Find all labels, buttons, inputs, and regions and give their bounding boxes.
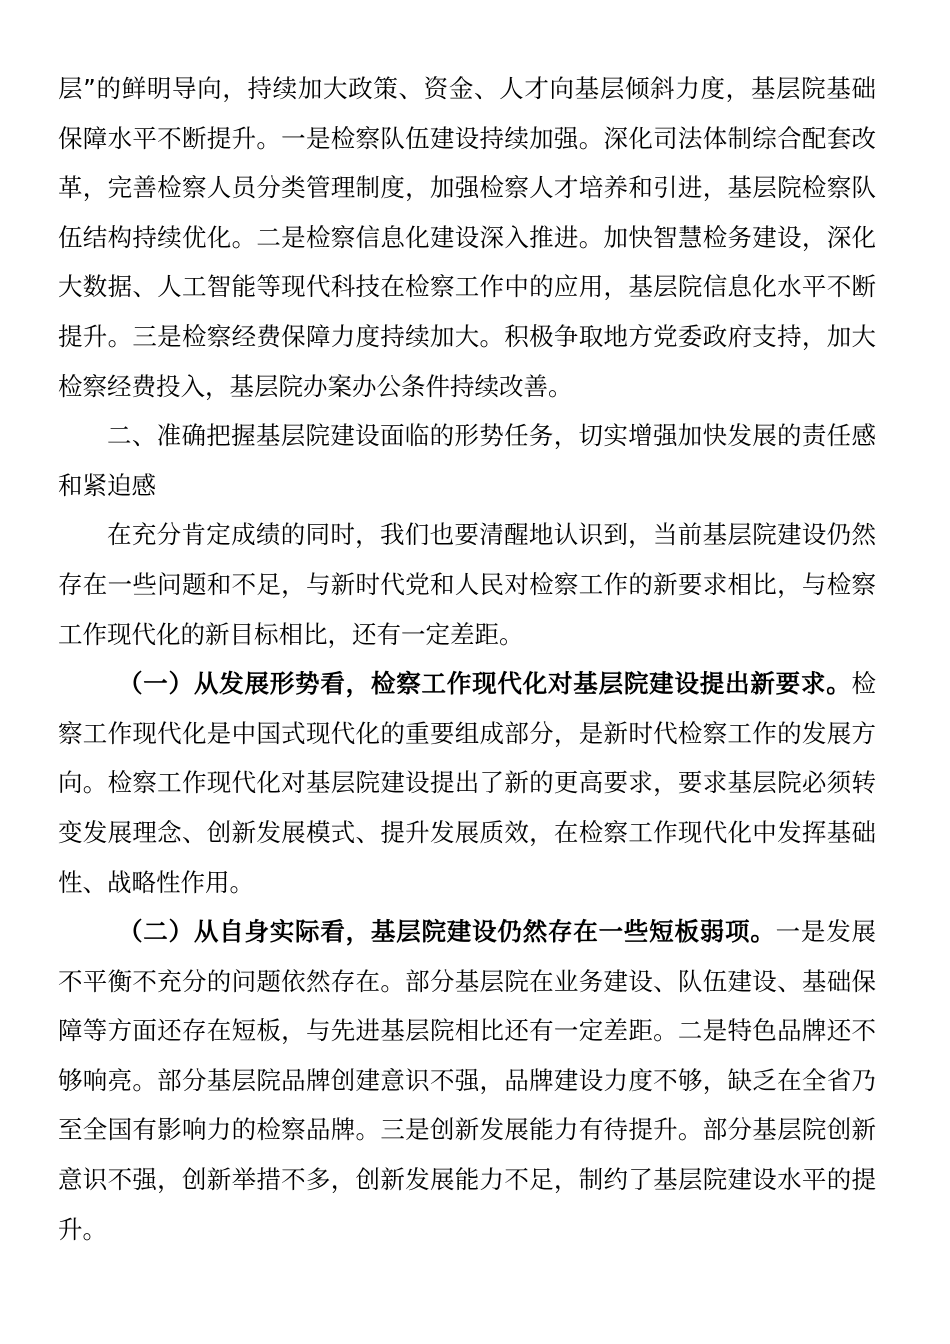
subsection-heading-1: （一）从发展形势看，检察工作现代化对基层院建设提出新要求。: [118, 669, 852, 699]
document-page: [58, 64, 876, 1254]
paragraph-5-body: 一是发展不平衡不充分的问题依然存在。部分基层院在业务建设、队伍建设、基础保障等方面还存在短板，与先进基层院相比还有一定差距。二是特色品牌还不够响亮。部分基层院品牌创建意识不强，品牌建设力度不够，缺乏在全省乃至全国有影响力的检察品牌。三是创新发展能力有待提升。部分基层院创新意识不强，创新举措不多，创新发展能力不足，制约了基层院建设水平的提升。: [58, 917, 877, 1244]
paragraph-3: 在充分肯定成绩的同时，我们也要清醒地认识到，当前基层院建设仍然存在一些问题和不足，与新时代党和人民对检察工作的新要求相比，与检察工作现代化的新目标相比，还有一定差距。: [58, 520, 876, 649]
section-heading-2: 二、准确把握基层院建设面临的形势任务，切实增强加快发展的责任感和紧迫感: [58, 421, 876, 500]
paragraph-4: [58, 659, 876, 907]
paragraph-1: 层”的鲜明导向，持续加大政策、资金、人才向基层倾斜力度，基层院基础保障水平不断提升。一是检察队伍建设持续加强。深化司法体制综合配套改革，完善检察人员分类管理制度，加强检察人才培养和引进，基层院检察队伍结构持续优化。二是检察信息化建设深入推进。加快智慧检务建设，深化大数据、人工智能等现代科技在检察工作中的应用，基层院信息化水平不断提升。三是检察经费保障力度持续加大。积极争取地方党委政府支持，加大检察经费投入，基层院办案办公条件持续改善。: [58, 74, 876, 401]
subsection-heading-2: （二）从自身实际看，基层院建设仍然存在一些短板弱项。: [118, 917, 776, 947]
paragraph-5: [58, 907, 876, 1254]
paragraph-4-body: 检察工作现代化是中国式现代化的重要组成部分，是新时代检察工作的发展方向。检察工作现代化对基层院建设提出了新的更高要求，要求基层院必须转变发展理念、创新发展模式、提升发展质效，在检察工作现代化中发挥基础性、战略性作用。: [58, 669, 876, 897]
